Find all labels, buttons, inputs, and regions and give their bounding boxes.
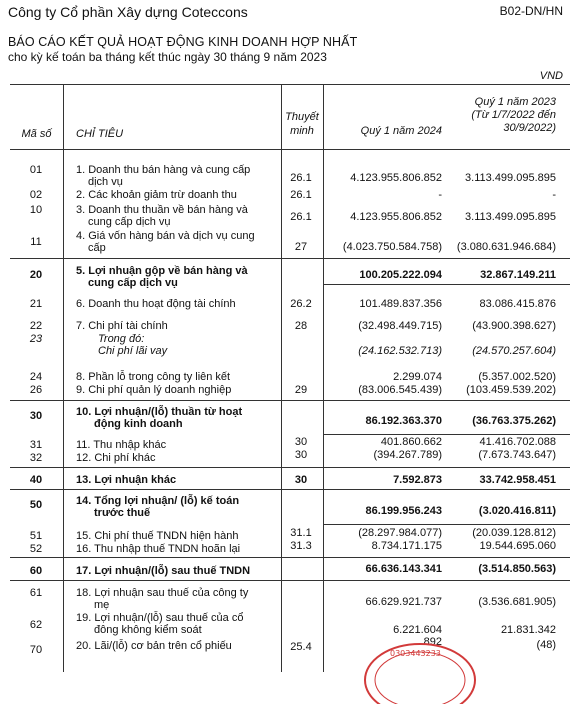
row-label-line: cấp (88, 242, 106, 254)
row-value-prior: (3.514.850.563) (478, 563, 556, 575)
row-note: 31.3 (290, 540, 312, 552)
row-code: 32 (29, 452, 43, 464)
col-header-note-2: minh (290, 125, 314, 137)
row-label-line: 1. Doanh thu bán hàng và cung cấp (76, 164, 251, 176)
row-label-line: 16. Thu nhập thuế TNDN hoãn lại (76, 543, 241, 555)
row-note: 25.4 (290, 641, 312, 653)
currency-unit: VND (539, 70, 563, 82)
row-label-line: 7. Chi phí tài chính (76, 320, 168, 332)
income-statement-table (10, 84, 570, 672)
row-code: 11 (30, 236, 42, 248)
row-label (76, 640, 276, 652)
row-code: 52 (29, 543, 43, 555)
row-label (76, 495, 276, 519)
row-value-current: - (438, 189, 442, 201)
row-label (76, 452, 276, 464)
row-value-current: 4.123.955.806.852 (350, 172, 442, 184)
col-header-note-1: Thuyết (285, 111, 319, 123)
row-separator (323, 524, 570, 525)
row-value-prior: (3.080.631.946.684) (456, 241, 556, 253)
row-value-prior: 3.113.499.095.895 (465, 211, 556, 223)
row-value-prior: (24.570.257.604) (472, 345, 556, 357)
row-label (76, 189, 276, 201)
col-header-item: CHỈ TIÊU (76, 128, 124, 140)
row-value-current: (28.297.984.077) (358, 527, 442, 539)
row-code: 40 (29, 474, 43, 486)
row-value-prior: (3.020.416.811) (478, 505, 556, 517)
company-stamp (360, 640, 480, 704)
col-header-current: Quý 1 năm 2024 (360, 125, 442, 137)
row-value-current: 86.192.363.370 (365, 415, 442, 427)
row-label (76, 204, 276, 228)
row-note: 26.1 (290, 172, 312, 184)
form-code: B02-DN/HN (499, 4, 563, 18)
row-label (76, 230, 276, 254)
row-label (76, 265, 276, 289)
row-label (76, 298, 276, 310)
table-top-border (10, 84, 570, 85)
row-label-line: 15. Chi phí thuế TNDN hiện hành (76, 530, 239, 542)
row-value-prior: 41.416.702.088 (479, 436, 556, 448)
row-label-line: 14. Tổng lợi nhuận/ (lỗ) kế toán (76, 495, 240, 507)
stamp-inner-ring (375, 652, 465, 704)
row-value-current: 101.489.837.356 (359, 298, 442, 310)
row-separator (323, 434, 570, 435)
row-note: 30 (294, 449, 308, 461)
row-label-line: mẹ (94, 599, 110, 611)
col-header-prev-3: 30/9/2022) (503, 122, 556, 134)
row-value-current: (32.498.449.715) (358, 320, 442, 332)
row-value-prior: (7.673.743.647) (478, 449, 556, 461)
col-divider-code (63, 84, 64, 672)
row-label-line: động kinh doanh (94, 418, 183, 430)
row-value-prior: 19.544.695.060 (479, 540, 556, 552)
row-separator (10, 580, 570, 581)
row-value-current: 4.123.955.806.852 (350, 211, 442, 223)
row-value-prior: (36.763.375.262) (472, 415, 556, 427)
row-label (98, 333, 298, 345)
row-code: 23 (29, 333, 43, 345)
row-code: 61 (29, 587, 43, 599)
row-label-line: trước thuế (94, 507, 151, 519)
row-note: 30 (294, 474, 308, 486)
row-label-line: 5. Lợi nhuận gộp về bán hàng và (76, 265, 248, 277)
row-code: 62 (29, 619, 43, 631)
row-value-current: 100.205.222.094 (359, 269, 442, 281)
row-value-current: 401.860.662 (380, 436, 442, 448)
row-label (76, 530, 276, 542)
row-code: 26 (29, 384, 43, 396)
row-label-line: dịch vụ (88, 176, 123, 188)
row-label-line: 12. Chi phí khác (76, 452, 156, 464)
row-value-prior: (48) (536, 639, 556, 651)
row-label (76, 320, 276, 332)
row-code: 21 (29, 298, 43, 310)
row-value-prior: 83.086.415.876 (479, 298, 556, 310)
row-label (76, 565, 276, 577)
row-note: 30 (294, 436, 308, 448)
row-value-current: (24.162.532.713) (358, 345, 442, 357)
row-label-line: cung cấp dịch vụ (88, 216, 171, 228)
row-label-line: 6. Doanh thu hoạt động tài chính (76, 298, 236, 310)
row-label (98, 345, 298, 357)
row-note: 26.1 (290, 189, 312, 201)
company-name: Công ty Cổ phần Xây dựng Coteccons (8, 4, 248, 20)
row-label-line: cung cấp dịch vụ (88, 277, 178, 289)
col-header-code: Mã số (21, 128, 52, 140)
row-note: 28 (294, 320, 308, 332)
row-note: 27 (294, 241, 308, 253)
row-label (76, 474, 276, 486)
row-separator (10, 258, 570, 259)
header-divider (10, 149, 570, 150)
row-label-line: 20. Lãi/(lỗ) cơ bản trên cổ phiếu (76, 640, 232, 652)
row-code: 20 (29, 269, 43, 281)
row-note: 31.1 (290, 527, 312, 539)
row-code: 02 (29, 189, 43, 201)
row-label-line: Trong đó: (98, 333, 145, 345)
col-header-prev-2: (Từ 1/7/2022 đến (471, 109, 556, 121)
row-value-current: 2.299.074 (393, 371, 442, 383)
row-value-current: 892 (423, 636, 442, 648)
row-code: 50 (29, 499, 43, 511)
row-label-line: 18. Lợi nhuận sau thuế của công ty (76, 587, 249, 599)
row-label-line: 10. Lợi nhuận/(lỗ) thuần từ hoạt (76, 406, 243, 418)
row-separator (10, 489, 570, 490)
row-label-line: 17. Lợi nhuận/(lỗ) sau thuế TNDN (76, 565, 251, 577)
row-value-current: 7.592.873 (393, 474, 442, 486)
row-label (76, 543, 276, 555)
row-value-prior: (20.039.128.812) (472, 527, 556, 539)
row-note: 29 (294, 384, 308, 396)
row-value-prior: (103.459.539.202) (466, 384, 556, 396)
row-label-line: 2. Các khoản giảm trừ doanh thu (76, 189, 237, 201)
row-value-prior: 21.831.342 (500, 624, 556, 636)
row-label-line: 11. Thu nhập khác (76, 439, 167, 451)
row-label (76, 587, 276, 611)
row-value-current: (83.006.545.439) (358, 384, 442, 396)
row-value-prior: 3.113.499.095.895 (465, 172, 556, 184)
row-separator (10, 467, 570, 468)
row-value-current: 8.734.171.175 (371, 540, 442, 552)
row-label (76, 164, 276, 188)
row-value-current: (394.267.789) (373, 449, 442, 461)
row-label-line: 19. Lợi nhuận/(lỗ) sau thuế của cổ (76, 612, 244, 624)
row-code: 24 (29, 371, 43, 383)
row-label (76, 406, 276, 430)
row-value-prior: (43.900.398.627) (472, 320, 556, 332)
row-value-prior: (5.357.002.520) (478, 371, 556, 383)
row-value-current: 66.629.921.737 (365, 596, 442, 608)
row-label (76, 612, 276, 636)
row-label-line: 13. Lợi nhuận khác (76, 474, 177, 486)
row-label (76, 384, 276, 396)
row-code: 60 (29, 565, 43, 577)
row-label-line: 9. Chi phí quản lý doanh nghiệp (76, 384, 232, 396)
row-code: 10 (29, 204, 43, 216)
stamp-number: 0303443233 (390, 649, 441, 658)
row-separator (10, 400, 570, 401)
row-label (76, 439, 276, 451)
col-header-prev-1: Quý 1 năm 2023 (474, 96, 556, 108)
row-label-line: 3. Doanh thu thuần về bán hàng và (76, 204, 248, 216)
row-note: 26.2 (290, 298, 312, 310)
row-value-current: 86.199.956.243 (365, 505, 442, 517)
row-label-line: 8. Phần lỗ trong công ty liên kết (76, 371, 231, 383)
row-label-line: đông không kiểm soát (94, 624, 202, 636)
row-code: 31 (29, 439, 43, 451)
row-code: 51 (29, 530, 43, 542)
report-title: BÁO CÁO KẾT QUẢ HOẠT ĐỘNG KINH DOANH HỢP NHẤT (8, 35, 358, 49)
report-subtitle: cho kỳ kế toán ba tháng kết thúc ngày 30 tháng 9 năm 2023 (8, 50, 327, 64)
row-code: 22 (29, 320, 43, 332)
row-label-line: 4. Giá vốn hàng bán và dịch vụ cung (76, 230, 255, 242)
row-label (76, 371, 276, 383)
row-value-prior: 32.867.149.211 (480, 269, 556, 281)
row-code: 01 (29, 164, 43, 176)
row-label-line: Chi phí lãi vay (98, 345, 168, 357)
row-separator (323, 284, 570, 285)
row-code: 30 (29, 410, 43, 422)
row-separator (10, 557, 570, 558)
row-value-current: (4.023.750.584.758) (342, 241, 442, 253)
row-value-current: 6.221.604 (393, 624, 442, 636)
row-value-prior: - (552, 189, 556, 201)
row-note: 26.1 (290, 211, 312, 223)
row-value-prior: (3.536.681.905) (478, 596, 556, 608)
row-value-current: 66.636.143.341 (365, 563, 442, 575)
row-code: 70 (29, 644, 43, 656)
row-value-prior: 33.742.958.451 (479, 474, 556, 486)
